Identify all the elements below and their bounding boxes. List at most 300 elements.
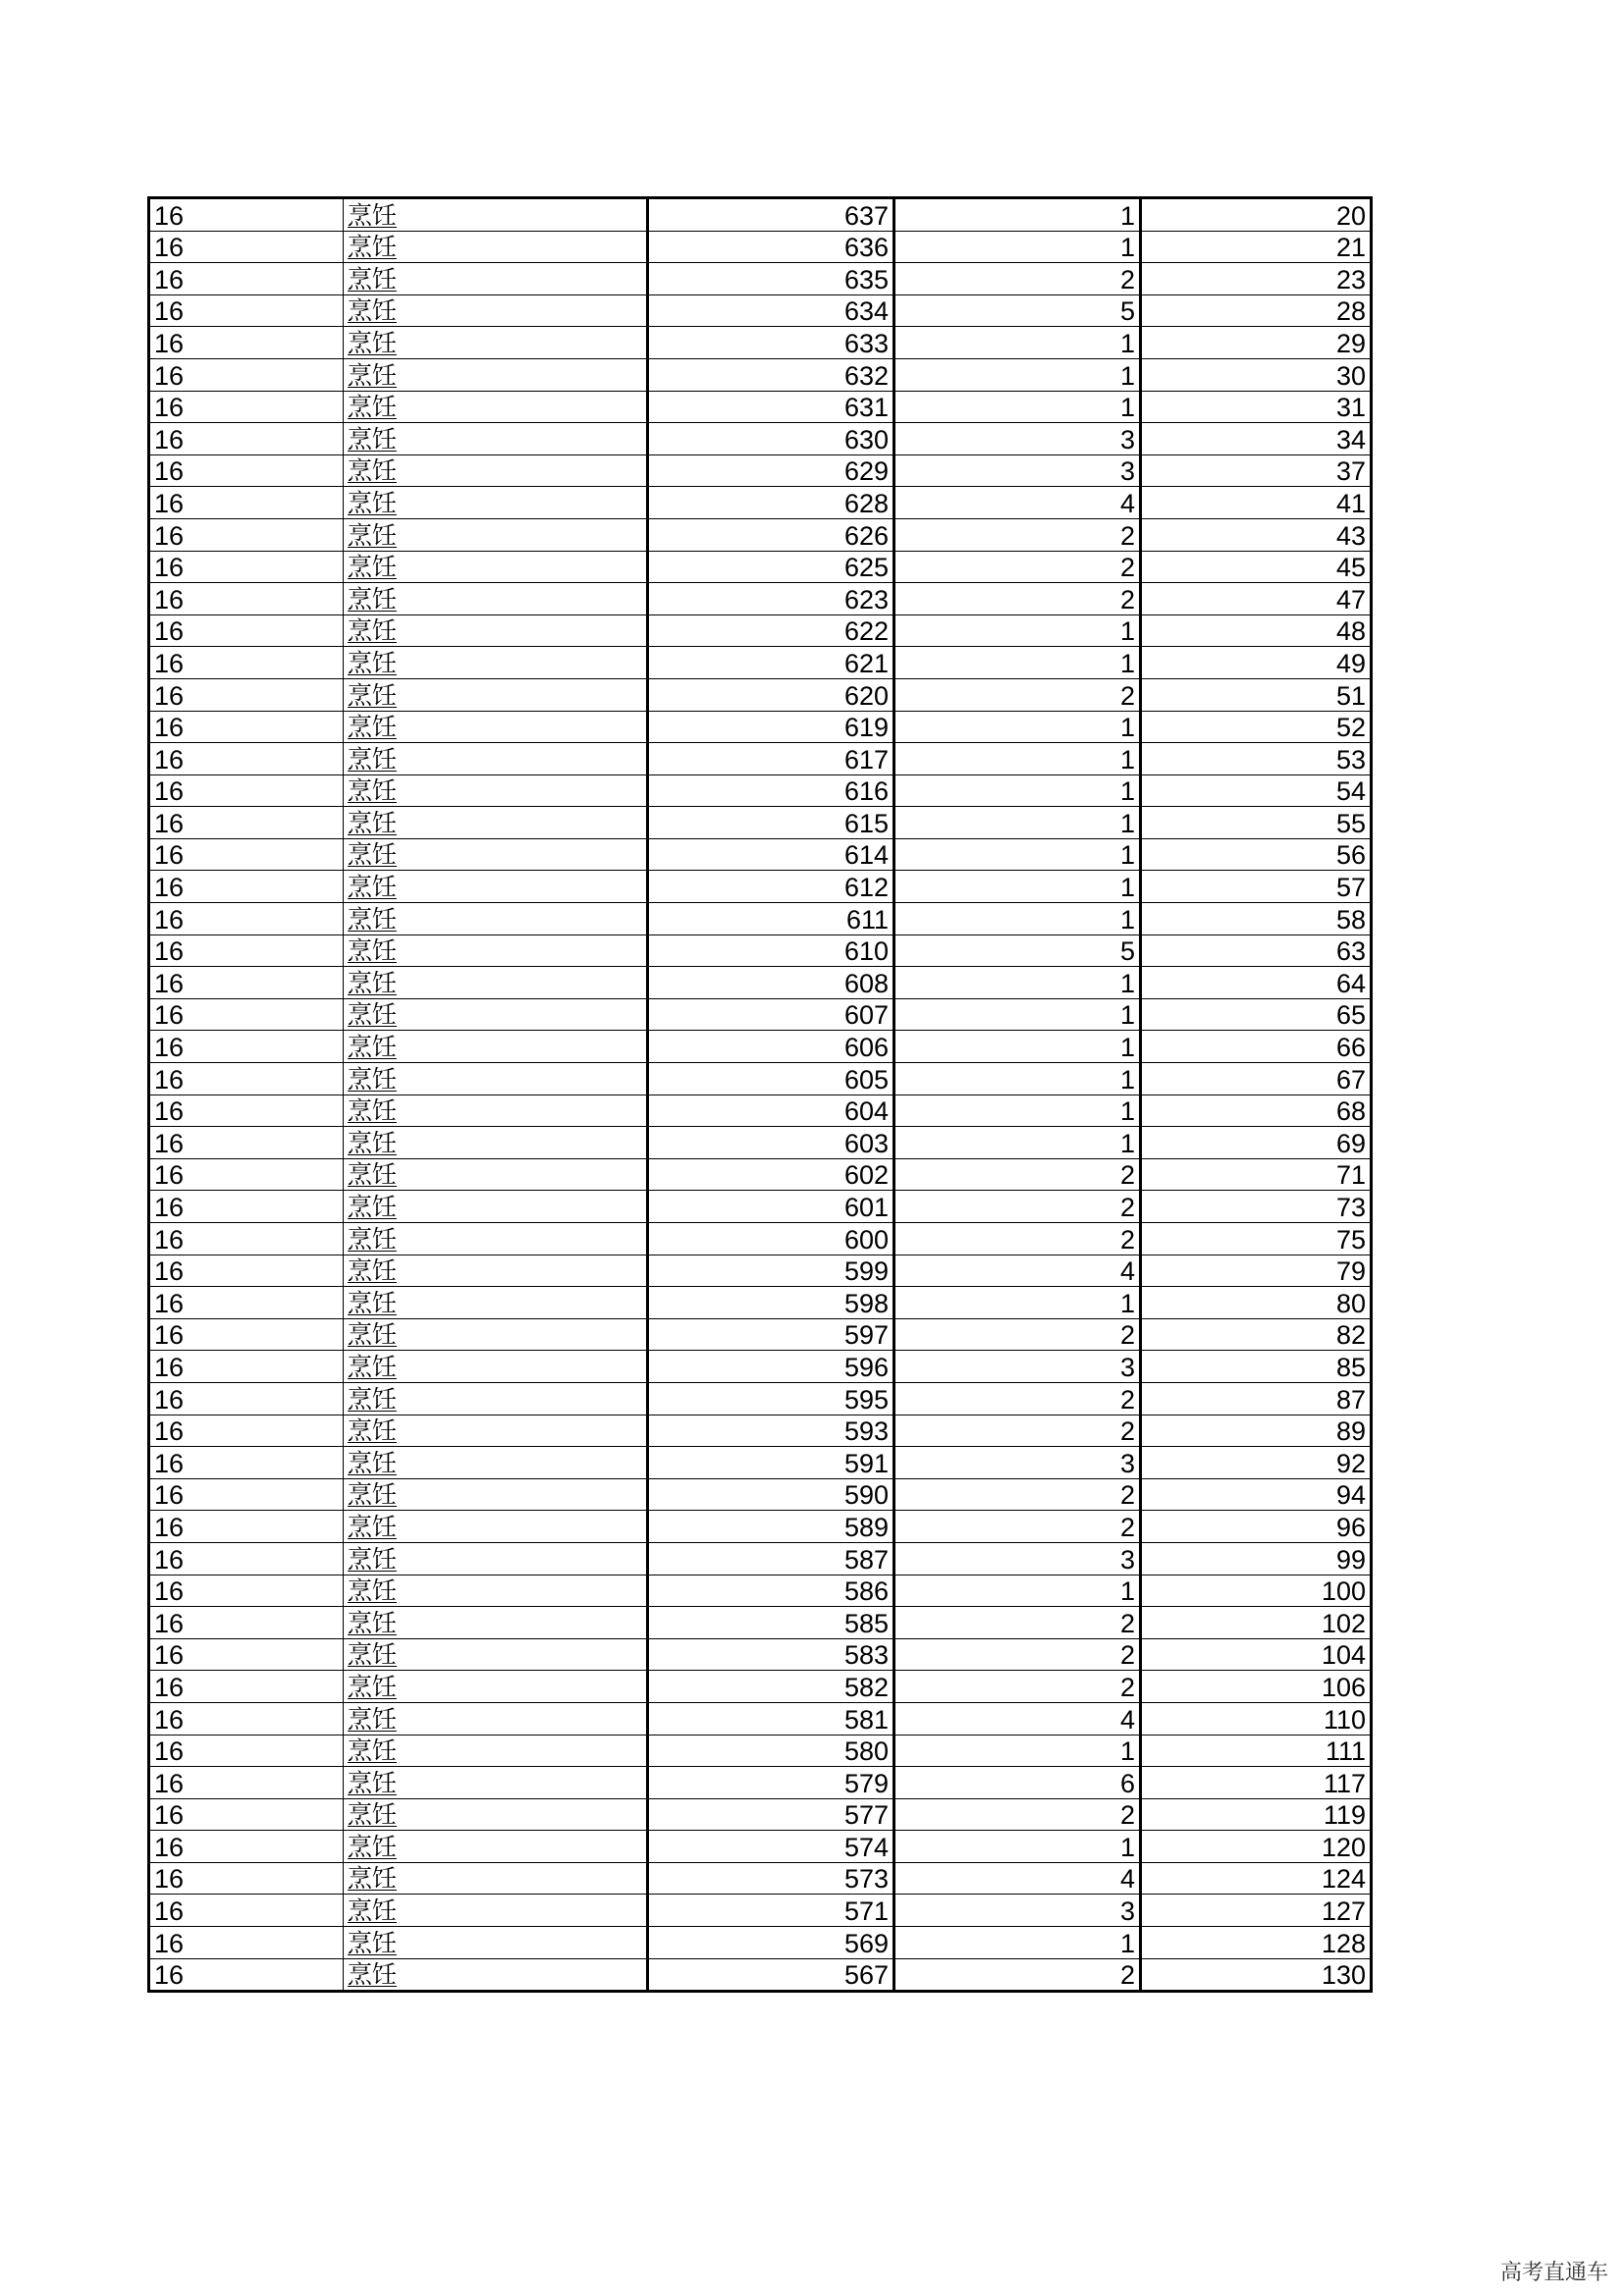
cell-score: 580 (648, 1735, 894, 1767)
table-row (149, 711, 1372, 743)
subject-text: 烹饪 (348, 553, 398, 582)
cell-count: 1 (894, 1831, 1141, 1863)
table-row (149, 551, 1372, 583)
subject-text: 烹饪 (348, 1064, 398, 1094)
cell-cumulative: 71 (1141, 1158, 1372, 1191)
cell-cumulative: 111 (1141, 1735, 1372, 1767)
cell-subject (344, 1063, 648, 1095)
cell-score: 593 (648, 1415, 894, 1447)
table-row (149, 743, 1372, 775)
subject-text: 烹饪 (348, 1896, 398, 1926)
cell-cumulative: 45 (1141, 551, 1372, 583)
cell-code: 16 (149, 551, 344, 583)
cell-cumulative: 28 (1141, 294, 1372, 327)
cell-cumulative: 106 (1141, 1671, 1372, 1703)
subject-text: 烹饪 (348, 840, 398, 870)
cell-score: 625 (648, 551, 894, 583)
cell-code: 16 (149, 391, 344, 423)
cell-count: 2 (894, 1223, 1141, 1255)
cell-code: 16 (149, 1095, 344, 1127)
table-row (149, 998, 1372, 1031)
cell-subject (344, 294, 648, 327)
table-row (149, 1511, 1372, 1543)
cell-cumulative: 41 (1141, 487, 1372, 519)
cell-code: 16 (149, 1127, 344, 1159)
cell-score: 582 (648, 1671, 894, 1703)
cell-code: 16 (149, 1542, 344, 1575)
cell-count: 2 (894, 1671, 1141, 1703)
subject-text: 烹饪 (348, 1608, 398, 1637)
cell-subject (344, 807, 648, 839)
cell-cumulative: 69 (1141, 1127, 1372, 1159)
cell-cumulative: 79 (1141, 1255, 1372, 1287)
cell-code: 16 (149, 934, 344, 967)
cell-code: 16 (149, 1671, 344, 1703)
cell-subject (344, 551, 648, 583)
cell-score: 573 (648, 1862, 894, 1895)
cell-cumulative: 21 (1141, 231, 1372, 263)
table-row (149, 1895, 1372, 1927)
cell-cumulative: 94 (1141, 1478, 1372, 1511)
table-row (149, 1478, 1372, 1511)
cell-cumulative: 30 (1141, 358, 1372, 391)
cell-cumulative: 54 (1141, 774, 1372, 807)
subject-text: 烹饪 (348, 808, 398, 837)
cell-count: 6 (894, 1767, 1141, 1799)
table-row (149, 871, 1372, 903)
cell-subject (344, 871, 648, 903)
cell-subject (344, 1351, 648, 1383)
cell-count: 1 (894, 1287, 1141, 1319)
table-row (149, 614, 1372, 647)
cell-score: 600 (648, 1223, 894, 1255)
cell-cumulative: 73 (1141, 1191, 1372, 1223)
cell-subject (344, 1318, 648, 1351)
cell-cumulative: 31 (1141, 391, 1372, 423)
subject-text: 烹饪 (348, 936, 398, 966)
cell-count: 1 (894, 1127, 1141, 1159)
cell-count: 1 (894, 1031, 1141, 1063)
cell-subject (344, 1095, 648, 1127)
cell-count: 2 (894, 263, 1141, 295)
cell-subject (344, 1382, 648, 1415)
subject-text: 烹饪 (348, 1448, 398, 1477)
cell-subject (344, 327, 648, 359)
subject-text: 烹饪 (348, 1000, 398, 1030)
cell-score: 567 (648, 1958, 894, 1992)
subject-text: 烹饪 (348, 296, 398, 326)
cell-code: 16 (149, 1927, 344, 1959)
table-row (149, 583, 1372, 615)
cell-code: 16 (149, 903, 344, 935)
cell-score: 636 (648, 231, 894, 263)
subject-text: 烹饪 (348, 1416, 398, 1446)
cell-score: 569 (648, 1927, 894, 1959)
cell-count: 1 (894, 903, 1141, 935)
cell-count: 2 (894, 1958, 1141, 1992)
cell-count: 2 (894, 1415, 1141, 1447)
subject-text: 烹饪 (348, 1640, 398, 1670)
subject-text: 烹饪 (348, 233, 398, 262)
cell-score: 590 (648, 1478, 894, 1511)
cell-score: 603 (648, 1127, 894, 1159)
subject-text: 烹饪 (348, 1480, 398, 1510)
cell-subject (344, 1735, 648, 1767)
subject-text: 烹饪 (348, 1033, 398, 1062)
cell-cumulative: 37 (1141, 454, 1372, 487)
subject-text: 烹饪 (348, 1193, 398, 1221)
cell-count: 2 (894, 518, 1141, 551)
table-row (149, 1542, 1372, 1575)
cell-code: 16 (149, 1511, 344, 1543)
cell-cumulative: 20 (1141, 198, 1372, 232)
table-row (149, 1351, 1372, 1383)
table-row (149, 1127, 1372, 1159)
subject-text: 烹饪 (348, 1128, 398, 1157)
subject-text: 烹饪 (348, 713, 398, 742)
cell-subject (344, 1542, 648, 1575)
cell-count: 1 (894, 1575, 1141, 1607)
cell-subject (344, 998, 648, 1031)
cell-code: 16 (149, 583, 344, 615)
cell-code: 16 (149, 1767, 344, 1799)
cell-count: 1 (894, 358, 1141, 391)
subject-text: 烹饪 (348, 1288, 398, 1317)
cell-cumulative: 64 (1141, 967, 1372, 999)
table-row (149, 1575, 1372, 1607)
subject-text: 烹饪 (348, 328, 398, 357)
cell-count: 1 (894, 871, 1141, 903)
cell-count: 1 (894, 1735, 1141, 1767)
cell-score: 583 (648, 1638, 894, 1671)
subject-text: 烹饪 (348, 1768, 398, 1797)
table-row (149, 1927, 1372, 1959)
table-row (149, 231, 1372, 263)
table-row (149, 1158, 1372, 1191)
table-row (149, 327, 1372, 359)
cell-subject (344, 1287, 648, 1319)
subject-text: 烹饪 (348, 680, 398, 710)
cell-subject (344, 614, 648, 647)
table-row (149, 647, 1372, 679)
cell-subject (344, 1415, 648, 1447)
cell-count: 1 (894, 231, 1141, 263)
subject-text: 烹饪 (348, 1096, 398, 1126)
cell-subject (344, 967, 648, 999)
cell-code: 16 (149, 1895, 344, 1927)
cell-count: 1 (894, 198, 1141, 232)
cell-code: 16 (149, 1638, 344, 1671)
cell-count: 2 (894, 1511, 1141, 1543)
table-row (149, 487, 1372, 519)
table-row (149, 1447, 1372, 1479)
cell-subject (344, 743, 648, 775)
table-row (149, 903, 1372, 935)
subject-text: 烹饪 (348, 520, 398, 550)
cell-code: 16 (149, 871, 344, 903)
cell-count: 1 (894, 711, 1141, 743)
cell-score: 637 (648, 198, 894, 232)
cell-count: 1 (894, 807, 1141, 839)
table-row (149, 1638, 1372, 1671)
cell-code: 16 (149, 1735, 344, 1767)
subject-text: 烹饪 (348, 264, 398, 294)
cell-code: 16 (149, 1958, 344, 1992)
cell-count: 1 (894, 647, 1141, 679)
cell-code: 16 (149, 967, 344, 999)
cell-count: 2 (894, 1191, 1141, 1223)
watermark: 高考直通车 (1499, 2261, 1608, 2285)
cell-code: 16 (149, 711, 344, 743)
cell-cumulative: 23 (1141, 263, 1372, 295)
cell-cumulative: 68 (1141, 1095, 1372, 1127)
cell-score: 596 (648, 1351, 894, 1383)
cell-code: 16 (149, 678, 344, 711)
table-row (149, 1862, 1372, 1895)
cell-cumulative: 65 (1141, 998, 1372, 1031)
cell-subject (344, 1927, 648, 1959)
subject-text: 烹饪 (348, 1960, 398, 1990)
cell-count: 2 (894, 1318, 1141, 1351)
cell-score: 608 (648, 967, 894, 999)
cell-count: 3 (894, 1542, 1141, 1575)
cell-subject (344, 1895, 648, 1927)
table-row (149, 1382, 1372, 1415)
cell-cumulative: 55 (1141, 807, 1372, 839)
cell-count: 1 (894, 1063, 1141, 1095)
cell-cumulative: 110 (1141, 1702, 1372, 1735)
cell-score: 589 (648, 1511, 894, 1543)
cell-subject (344, 1127, 648, 1159)
cell-code: 16 (149, 647, 344, 679)
cell-count: 4 (894, 1255, 1141, 1287)
subject-text: 烹饪 (348, 1384, 398, 1414)
subject-text: 烹饪 (348, 584, 398, 614)
cell-subject (344, 1575, 648, 1607)
cell-count: 3 (894, 454, 1141, 487)
cell-count: 5 (894, 934, 1141, 967)
cell-code: 16 (149, 1318, 344, 1351)
subject-text: 烹饪 (348, 1320, 398, 1350)
cell-code: 16 (149, 838, 344, 871)
cell-subject (344, 774, 648, 807)
cell-cumulative: 75 (1141, 1223, 1372, 1255)
table-row (149, 1702, 1372, 1735)
table-row (149, 391, 1372, 423)
cell-cumulative: 117 (1141, 1767, 1372, 1799)
cell-code: 16 (149, 487, 344, 519)
cell-score: 601 (648, 1191, 894, 1223)
cell-code: 16 (149, 614, 344, 647)
cell-count: 4 (894, 1702, 1141, 1735)
cell-score: 574 (648, 1831, 894, 1863)
table-row (149, 678, 1372, 711)
cell-subject (344, 454, 648, 487)
subject-text: 烹饪 (348, 744, 398, 774)
cell-subject (344, 1478, 648, 1511)
cell-score: 619 (648, 711, 894, 743)
cell-score: 605 (648, 1063, 894, 1095)
cell-subject (344, 487, 648, 519)
cell-subject (344, 1223, 648, 1255)
cell-code: 16 (149, 198, 344, 232)
subject-text: 烹饪 (348, 1736, 398, 1766)
table-row (149, 1958, 1372, 1992)
cell-code: 16 (149, 807, 344, 839)
cell-cumulative: 47 (1141, 583, 1372, 615)
cell-count: 1 (894, 327, 1141, 359)
cell-count: 2 (894, 1158, 1141, 1191)
cell-score: 577 (648, 1798, 894, 1831)
cell-subject (344, 1511, 648, 1543)
cell-subject (344, 711, 648, 743)
cell-cumulative: 89 (1141, 1415, 1372, 1447)
cell-score: 620 (648, 678, 894, 711)
cell-code: 16 (149, 454, 344, 487)
cell-score: 597 (648, 1318, 894, 1351)
cell-code: 16 (149, 423, 344, 455)
cell-count: 5 (894, 294, 1141, 327)
cell-subject (344, 198, 648, 232)
cell-code: 16 (149, 743, 344, 775)
table-row (149, 1223, 1372, 1255)
cell-code: 16 (149, 1607, 344, 1639)
cell-cumulative: 120 (1141, 1831, 1372, 1863)
table-row (149, 518, 1372, 551)
cell-subject (344, 1607, 648, 1639)
subject-text: 烹饪 (348, 1800, 398, 1830)
cell-cumulative: 51 (1141, 678, 1372, 711)
cell-score: 606 (648, 1031, 894, 1063)
cell-score: 631 (648, 391, 894, 423)
cell-subject (344, 1798, 648, 1831)
table-row (149, 1318, 1372, 1351)
cell-count: 2 (894, 678, 1141, 711)
table-row (149, 1287, 1372, 1319)
cell-code: 16 (149, 1831, 344, 1863)
cell-score: 604 (648, 1095, 894, 1127)
cell-code: 16 (149, 1447, 344, 1479)
subject-text: 烹饪 (348, 904, 398, 934)
cell-count: 3 (894, 1895, 1141, 1927)
cell-score: 571 (648, 1895, 894, 1927)
cell-score: 634 (648, 294, 894, 327)
cell-subject (344, 263, 648, 295)
cell-cumulative: 49 (1141, 647, 1372, 679)
cell-count: 2 (894, 1798, 1141, 1831)
subject-text: 烹饪 (348, 456, 398, 486)
table-row (149, 807, 1372, 839)
cell-count: 2 (894, 1478, 1141, 1511)
table-row (149, 263, 1372, 295)
table-body (149, 198, 1372, 1992)
cell-score: 595 (648, 1382, 894, 1415)
cell-subject (344, 1862, 648, 1895)
cell-score: 607 (648, 998, 894, 1031)
cell-count: 4 (894, 487, 1141, 519)
cell-subject (344, 903, 648, 935)
subject-text: 烹饪 (348, 1512, 398, 1541)
cell-code: 16 (149, 1191, 344, 1223)
cell-code: 16 (149, 1031, 344, 1063)
cell-subject (344, 1702, 648, 1735)
table-row (149, 1798, 1372, 1831)
cell-count: 3 (894, 423, 1141, 455)
cell-cumulative: 85 (1141, 1351, 1372, 1383)
subject-text: 烹饪 (348, 1704, 398, 1734)
subject-text: 烹饪 (348, 648, 398, 677)
cell-cumulative: 34 (1141, 423, 1372, 455)
cell-count: 1 (894, 838, 1141, 871)
cell-count: 1 (894, 998, 1141, 1031)
cell-subject (344, 1158, 648, 1191)
cell-score: 626 (648, 518, 894, 551)
cell-count: 2 (894, 551, 1141, 583)
cell-count: 1 (894, 1095, 1141, 1127)
cell-code: 16 (149, 518, 344, 551)
cell-score: 621 (648, 647, 894, 679)
table-row (149, 294, 1372, 327)
cell-cumulative: 66 (1141, 1031, 1372, 1063)
cell-code: 16 (149, 1255, 344, 1287)
cell-count: 1 (894, 743, 1141, 775)
cell-subject (344, 1255, 648, 1287)
cell-code: 16 (149, 1415, 344, 1447)
cell-cumulative: 127 (1141, 1895, 1372, 1927)
cell-code: 16 (149, 1702, 344, 1735)
cell-cumulative: 52 (1141, 711, 1372, 743)
cell-cumulative: 102 (1141, 1607, 1372, 1639)
cell-score: 591 (648, 1447, 894, 1479)
cell-count: 1 (894, 774, 1141, 807)
cell-cumulative: 58 (1141, 903, 1372, 935)
subject-text: 烹饪 (348, 873, 398, 902)
cell-score: 599 (648, 1255, 894, 1287)
cell-code: 16 (149, 1223, 344, 1255)
cell-score: 579 (648, 1767, 894, 1799)
cell-code: 16 (149, 1158, 344, 1191)
table-row (149, 1191, 1372, 1223)
table-row (149, 774, 1372, 807)
subject-text: 烹饪 (348, 1832, 398, 1861)
cell-count: 1 (894, 614, 1141, 647)
cell-subject (344, 1031, 648, 1063)
cell-code: 16 (149, 1478, 344, 1511)
cell-count: 1 (894, 1927, 1141, 1959)
cell-score: 616 (648, 774, 894, 807)
table-row (149, 967, 1372, 999)
cell-score: 587 (648, 1542, 894, 1575)
subject-text: 烹饪 (348, 1544, 398, 1574)
cell-code: 16 (149, 294, 344, 327)
cell-code: 16 (149, 1862, 344, 1895)
subject-text: 烹饪 (348, 200, 398, 230)
cell-cumulative: 130 (1141, 1958, 1372, 1992)
cell-score: 614 (648, 838, 894, 871)
table-row (149, 1031, 1372, 1063)
cell-cumulative: 82 (1141, 1318, 1372, 1351)
table-row (149, 1671, 1372, 1703)
subject-text: 烹饪 (348, 393, 398, 422)
table-row (149, 1095, 1372, 1127)
cell-subject (344, 1767, 648, 1799)
cell-score: 622 (648, 614, 894, 647)
cell-score: 629 (648, 454, 894, 487)
cell-cumulative: 43 (1141, 518, 1372, 551)
cell-score: 611 (648, 903, 894, 935)
cell-score: 615 (648, 807, 894, 839)
subject-text: 烹饪 (348, 968, 398, 997)
